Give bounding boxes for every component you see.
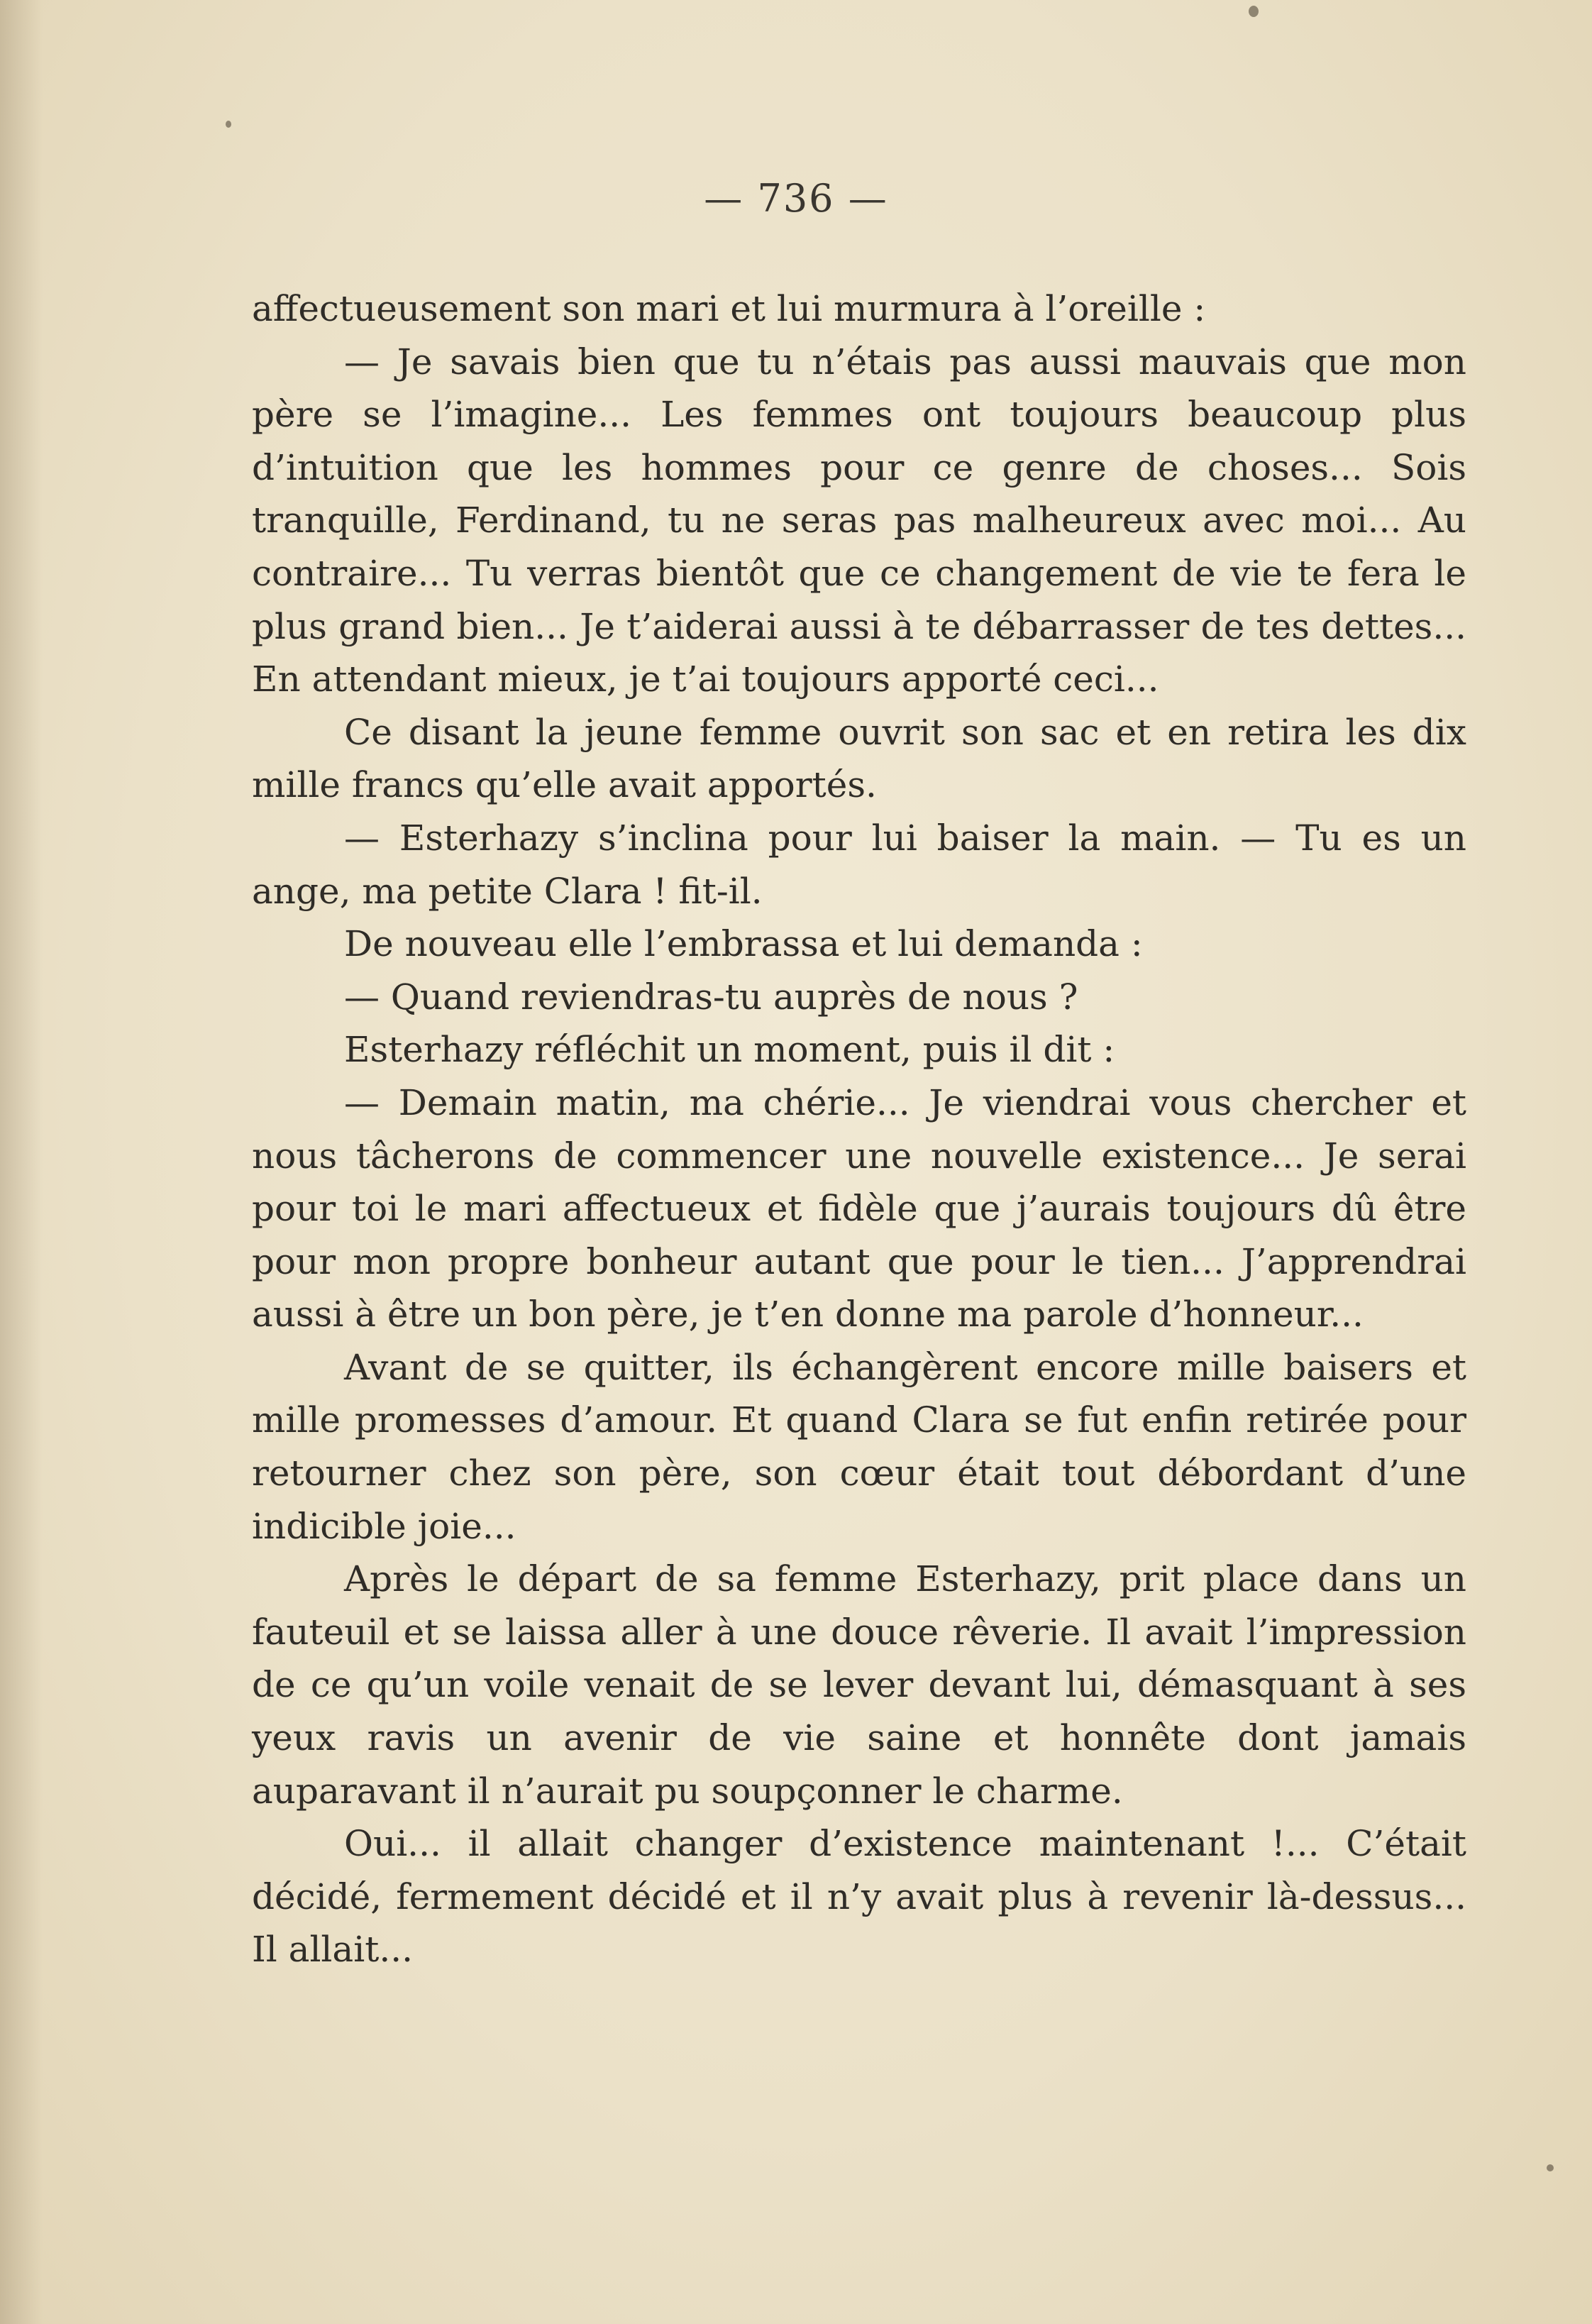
paragraph: — Demain matin, ma chérie... Je viendrai vous chercher et nous tâcherons de commencer une nouvelle existence... Je serai pour toi le mari affectueux et fidèle que j’aurais toujours dû être pour mon propre bonheur autant que pour le tien... J’apprendrai aussi à être un bon père, je t’en donne ma parole d’honneur... [252,1081,1466,1336]
paragraph: Oui... il allait changer d’existence maintenant !... C’était décidé, fermement décidé et il n’y avait plus à revenir là-dessus... Il allait... [252,1823,1466,1971]
paper-speck [1547,2164,1554,2171]
paragraph: De nouveau elle l’embrassa et lui demanda : [344,923,1143,965]
paragraph: Ce disant la jeune femme ouvrit son sac et en retira les dix mille francs qu’elle avait apportés. [252,711,1466,806]
paper-speck [226,121,231,128]
paragraph: affectueusement son mari et lui murmura à l’oreille : [252,288,1206,329]
paragraph: Esterhazy réfléchit un moment, puis il dit : [344,1029,1115,1071]
paragraph: Après le départ de sa femme Esterhazy, prit place dans un fauteuil et se laissa aller à une douce rêverie. Il avait l’impression de ce qu’un voile venait de se lever devant lui, démasquant à ses yeux ravis un avenir de vie saine et honnête dont jamais auparavant il n’aurait pu soupçonner le charme. [252,1558,1466,1812]
body-text [252,282,1466,1976]
page-number: — 736 — [704,176,888,221]
paragraph: — Je savais bien que tu n’étais pas aussi mauvais que mon père se l’imagine... Les femmes ont toujours beaucoup plus d’intuition que les hommes pour ce genre de choses... Sois tranquille, Ferdinand, tu ne seras pas malheureux avec moi... Au contraire... Tu verras bientôt que ce changement de vie te fera le plus grand bien... Je t’aiderai aussi à te débarrasser de tes dettes... En attendant mieux, je t’ai toujours apporté ceci... [252,341,1466,700]
paper-speck [1249,6,1259,17]
binding-shadow [0,0,43,2324]
paragraph: Avant de se quitter, ils échangèrent encore mille baisers et mille promesses d’amour. Et quand Clara se fut enfin retirée pour retourner chez son père, son cœur était tout débordant d’une indicible joie... [252,1346,1466,1547]
paragraph: — Esterhazy s’inclina pour lui baiser la main. — Tu es un ange, ma petite Clara ! fit-il. [252,817,1466,912]
paragraph: — Quand reviendras-tu auprès de nous ? [344,976,1078,1018]
